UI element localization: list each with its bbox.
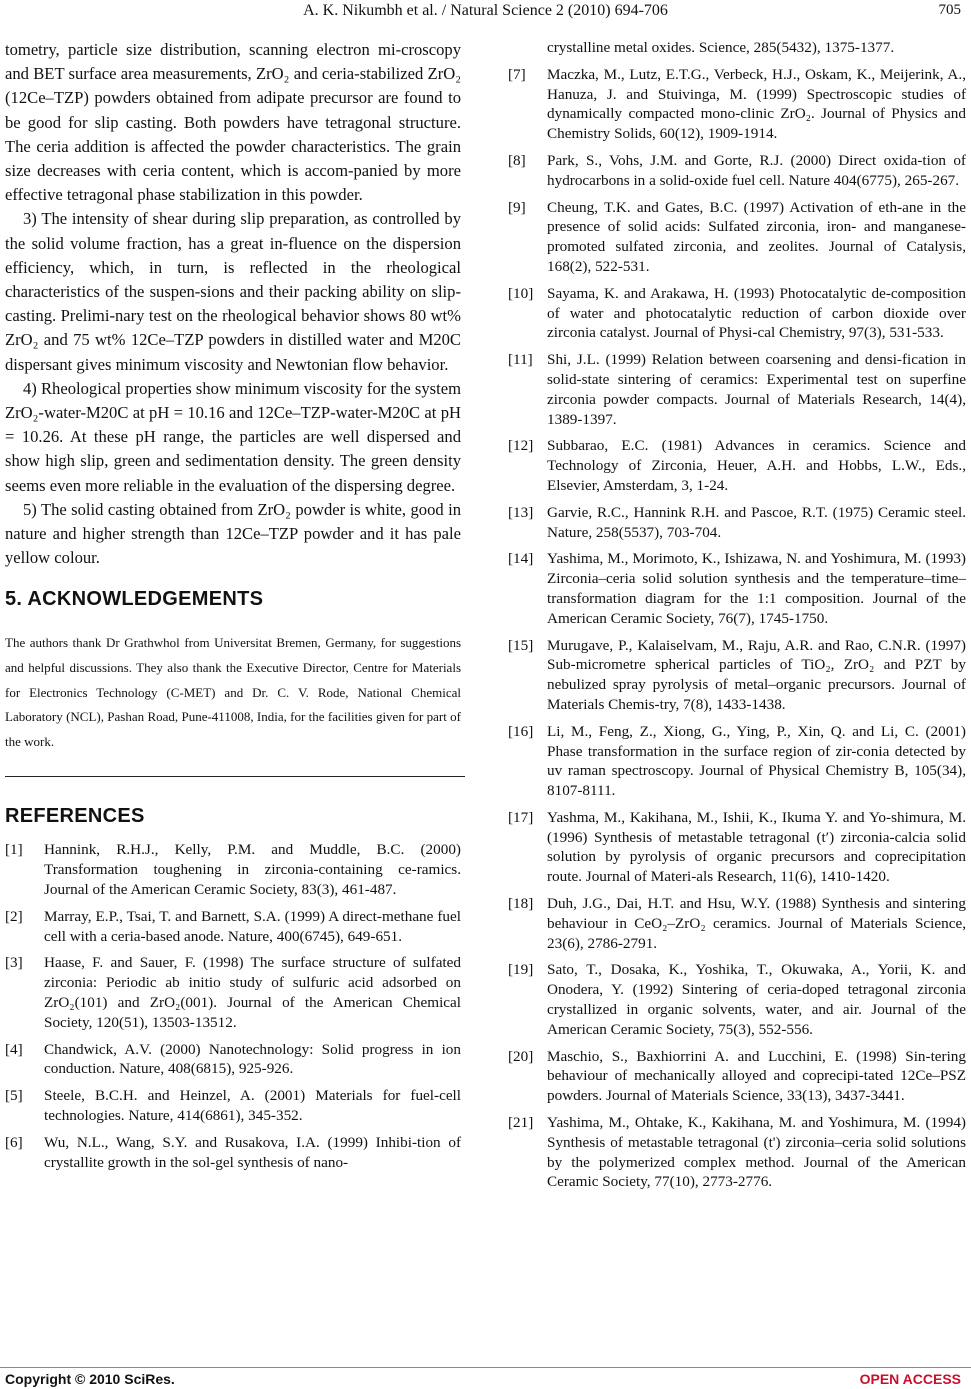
reference-text: Cheung, T.K. and Gates, B.C. (1997) Activation of eth-ane in the presence of solid acids: Sulfated zirconia, iron- and manganese-promoted sulfated zirconia, and zeolites. Journal of Catalysis, 168(2), 522-531. bbox=[547, 198, 966, 275]
reference-item bbox=[508, 1113, 966, 1192]
reference-number: [7] bbox=[508, 65, 526, 83]
reference-text: Sayama, K. and Arakawa, H. (1993) Photocatalytic de-composition of water and photocatalytic reduction of carbon dioxide over zirconia catalyst. Journal of Physi-cal Chemistry, 97(3), 531-533. bbox=[547, 284, 966, 342]
reference-item bbox=[508, 722, 966, 801]
reference-item bbox=[508, 436, 966, 495]
reference-item bbox=[508, 1047, 966, 1106]
reference-text: Murugave, P., Kalaiselvam, M., Raju, A.R. and Rao, C.N.R. (1997) Sub-micrometre spherical particles of TiO₂, ZrO₂ and PZT by nebulized spray pyrolysis of metal–organic precursors. Journal of Materials Chemis-try, 7(8), 1433-1438. bbox=[547, 636, 966, 713]
reference-text: Sato, T., Dosaka, K., Yoshika, T., Okuwaka, A., Yorii, K. and Onodera, Y. (1992) Sintering of ceria-doped tetragonal zirconia crystallized in organic solvents, water, and air. Journal of the American Ceramic Society, 75(3), 552-556. bbox=[547, 961, 966, 1038]
page-footer bbox=[0, 1367, 971, 1388]
reference-item bbox=[5, 907, 461, 947]
reference-text: Yashima, M., Ohtake, K., Kakihana, M. and Yoshimura, M. (1994) Synthesis of metastable tetragonal (t') zirconia–ceria solid solutions by the polymerized complex method. Journal of the American Ceramic Society, 77(10), 2773-2776. bbox=[547, 1114, 966, 1191]
reference-number: [6] bbox=[5, 1133, 23, 1151]
reference-number: [16] bbox=[508, 722, 534, 740]
reference-text: Garvie, R.C., Hannink R.H. and Pascoe, R.T. (1975) Ceramic steel. Nature, 258(5537), 703-704. bbox=[547, 503, 966, 541]
reference-number: [5] bbox=[5, 1087, 23, 1105]
reference-item bbox=[5, 953, 461, 1032]
reference-number: [10] bbox=[508, 284, 534, 302]
reference-item bbox=[508, 636, 966, 715]
reference-number: [3] bbox=[5, 954, 23, 972]
reference-text: Maczka, M., Lutz, E.T.G., Verbeck, H.J., Oskam, K., Meijerink, A., Hanuza, J. and Stuivinga, M. (1999) Spectroscopic studies of dynamically compacted mono-clinic ZrO₂. Journal of Physics and Chemistry Solids, 60(12), 1909-1914. bbox=[547, 65, 966, 143]
reference-text: Yashma, M., Kakihana, M., Ishii, K., Ikuma Y. and Yo-shimura, M. (1996) Synthesis of metastable tetragonal (t′) zirconia-calcia solid solution by pyrolysis of organic precursors and coprecipitation route. Journal of Materi-als Research, 11(6), 1410-1420. bbox=[547, 808, 966, 886]
reference-text: Steele, B.C.H. and Heinzel, A. (2001) Materials for fuel-cell technologies. Nature, 414(6861), 345-352. bbox=[44, 1087, 461, 1124]
reference-text: Subbarao, E.C. (1981) Advances in ceramics. Science and Technology of Zirconia, Heuer, A.H. and Hobbs, L.W., Eds., Elsevier, Amsterdam, 3, 1-24. bbox=[547, 437, 966, 494]
reference-item bbox=[508, 198, 966, 277]
reference-number: [2] bbox=[5, 907, 23, 925]
conclusion-paragraph: 4) Rheological properties show minimum viscosity for the system ZrO₂-water-M20C at pH = 10.16 and 12Ce–TZP-water-M20C at pH = 10.26. At these pH range, the particles are well dispersed and show high slip, green and sedimentation density. The green density seems even more reliable in the evaluation of the dispersing degree. bbox=[5, 378, 461, 495]
acknowledgements-heading: 5. ACKNOWLEDGEMENTS bbox=[5, 588, 264, 611]
reference-text: Yashima, M., Morimoto, K., Ishizawa, N. and Yoshimura, M. (1993) Zirconia–ceria solid solution synthesis and the temperature–time–transformation diagram for the 1:1 composition. Journal of the American Ceramic Society, 76(7), 1745-1750. bbox=[547, 550, 966, 627]
reference-item bbox=[508, 151, 966, 191]
reference-item bbox=[508, 65, 966, 144]
right-column bbox=[508, 38, 966, 1199]
section-divider bbox=[5, 776, 465, 777]
reference-number: [14] bbox=[508, 550, 534, 568]
reference-number: [15] bbox=[508, 636, 534, 654]
reference-item bbox=[5, 1040, 461, 1080]
reference-text: Hannink, R.H.J., Kelly, P.M. and Muddle, B.C. (2000) Transformation toughening in zirconia-containing ce-ramics. Journal of the American Ceramic Society, 83(3), 461-487. bbox=[44, 841, 461, 899]
left-column bbox=[5, 38, 461, 1179]
reference-item bbox=[5, 1086, 461, 1126]
references-heading: REFERENCES bbox=[5, 805, 145, 828]
reference-text: Marray, E.P., Tsai, T. and Barnett, S.A. (1999) A direct-methane fuel cell with a ceria-based anode. Nature, 400(6745), 649-651. bbox=[44, 907, 461, 945]
conclusion-paragraph: 5) The solid casting obtained from ZrO₂ powder is white, good in nature and higher strength than 12Ce–TZP powder and it has pale yellow colour. bbox=[5, 499, 461, 568]
copyright-notice: Copyright © 2010 SciRes. bbox=[5, 1371, 175, 1387]
reference-item bbox=[5, 1133, 461, 1173]
reference-text: Li, M., Feng, Z., Xiong, G., Ying, P., Xin, Q. and Li, C. (2001) Phase transformation in the surface region of zir-conia detected by uv raman spectroscopy. Journal of Physical Chemistry B, 105(34), 8107-8111. bbox=[547, 722, 966, 800]
reference-item bbox=[508, 894, 966, 953]
running-header bbox=[0, 2, 971, 24]
reference-number: [11] bbox=[508, 351, 533, 369]
reference-number: [17] bbox=[508, 808, 534, 826]
reference-number: [1] bbox=[5, 841, 23, 859]
reference-text: Maschio, S., Baxhiorrini A. and Lucchini, E. (1998) Sin-tering behaviour of mechanically alloyed and coprecipi-tated 12Ce–PSZ powders. Journal of Materials Science, 33(13), 3437-3441. bbox=[547, 1047, 966, 1105]
reference-text: Haase, F. and Sauer, F. (1998) The surface structure of sulfated zirconia: Periodic ab initio study of sulfuric acid adsorbed on ZrO₂(101) and ZrO₂(001). Journal of the American Chemical Society, 120(51), 13503-13512. bbox=[44, 954, 461, 1031]
reference-item bbox=[508, 960, 966, 1039]
reference-continuation bbox=[508, 38, 966, 58]
conclusion-paragraph: 3) The intensity of shear during slip preparation, as controlled by the solid volume fraction, has a great in-fluence on the dispersion efficiency, which, in turn, is reflected in the rheological characteristics of the suspen-sions and their packing ability on slip-casting. Prelimi-nary test on the rheological behavior shows 80 wt% ZrO₂ and 75 wt% 12Ce–TZP powders in distilled water and M20C dispersant gives minimum viscosity and Newtonian flow behavior. bbox=[5, 209, 461, 374]
reference-number: [20] bbox=[508, 1047, 534, 1065]
reference-text: Wu, N.L., Wang, S.Y. and Rusakova, I.A. (1999) Inhibi-tion of crystallite growth in the sol-gel synthesis of nano- bbox=[44, 1133, 461, 1171]
reference-number: [12] bbox=[508, 437, 534, 455]
reference-text: Chandwick, A.V. (2000) Nanotechnology: Solid progress in ion conduction. Nature, 408(6815), 925-926. bbox=[44, 1040, 461, 1078]
reference-text: Duh, J.G., Dai, H.T. and Hsu, W.Y. (1988) Synthesis and sintering behaviour in CeO₂–ZrO₂ ceramics. Journal of Materials Science, 23(6), 2786-2791. bbox=[547, 895, 966, 952]
reference-item bbox=[508, 284, 966, 343]
reference-item bbox=[508, 808, 966, 887]
running-head-text: A. K. Nikumbh et al. / Natural Science 2 (2010) 694-706 bbox=[303, 2, 668, 19]
reference-number: [18] bbox=[508, 895, 534, 913]
reference-number: [13] bbox=[508, 503, 534, 521]
reference-text: Shi, J.L. (1999) Relation between coarsening and densi-fication in solid-state sintering of ceramics: Experimental test on superfine zirconia powder compacts. Journal of Materials Research, 14(4), 1389-1397. bbox=[547, 351, 966, 428]
open-access-label: OPEN ACCESS bbox=[859, 1371, 961, 1387]
reference-item bbox=[5, 840, 461, 899]
reference-number: [19] bbox=[508, 961, 534, 979]
reference-number bbox=[508, 38, 547, 58]
reference-number: [21] bbox=[508, 1114, 534, 1132]
reference-text: crystalline metal oxides. Science, 285(5432), 1375-1377. bbox=[547, 39, 895, 56]
acknowledgements-text: The authors thank Dr Grathwhol from Universitat Bremen, Germany, for suggestions and helpful discussions. They also thank the Executive Director, Centre for Materials for Electronics Technology (C-MET) and Dr. C. V. Rode, National Chemical Laboratory (NCL), Pashan Road, Pune-411008, India, for the facilities given for part of the work. bbox=[5, 635, 461, 749]
reference-number: [4] bbox=[5, 1040, 23, 1058]
page-number: 705 bbox=[938, 2, 961, 18]
conclusion-paragraph: tometry, particle size distribution, scanning electron mi-croscopy and BET surface area measurements, ZrO₂ and ceria-stabilized ZrO₂ (12Ce–TZP) powders obtained from adipate precursor are found to be good for slip casting. Both powders have tetragonal structure. The ceria addition is affected the powder characteristics. The grain size decreases with ceria content, which is accom-panied by more effective tetragonal phase stabilization in this powder. bbox=[5, 40, 461, 205]
reference-text: Park, S., Vohs, J.M. and Gorte, R.J. (2000) Direct oxida-tion of hydrocarbons in a solid-oxide fuel cell. Nature 404(6775), 265-267. bbox=[547, 151, 966, 189]
reference-number: [9] bbox=[508, 198, 526, 216]
reference-number: [8] bbox=[508, 151, 526, 169]
reference-item bbox=[508, 350, 966, 429]
reference-item bbox=[508, 503, 966, 543]
reference-item bbox=[508, 549, 966, 628]
